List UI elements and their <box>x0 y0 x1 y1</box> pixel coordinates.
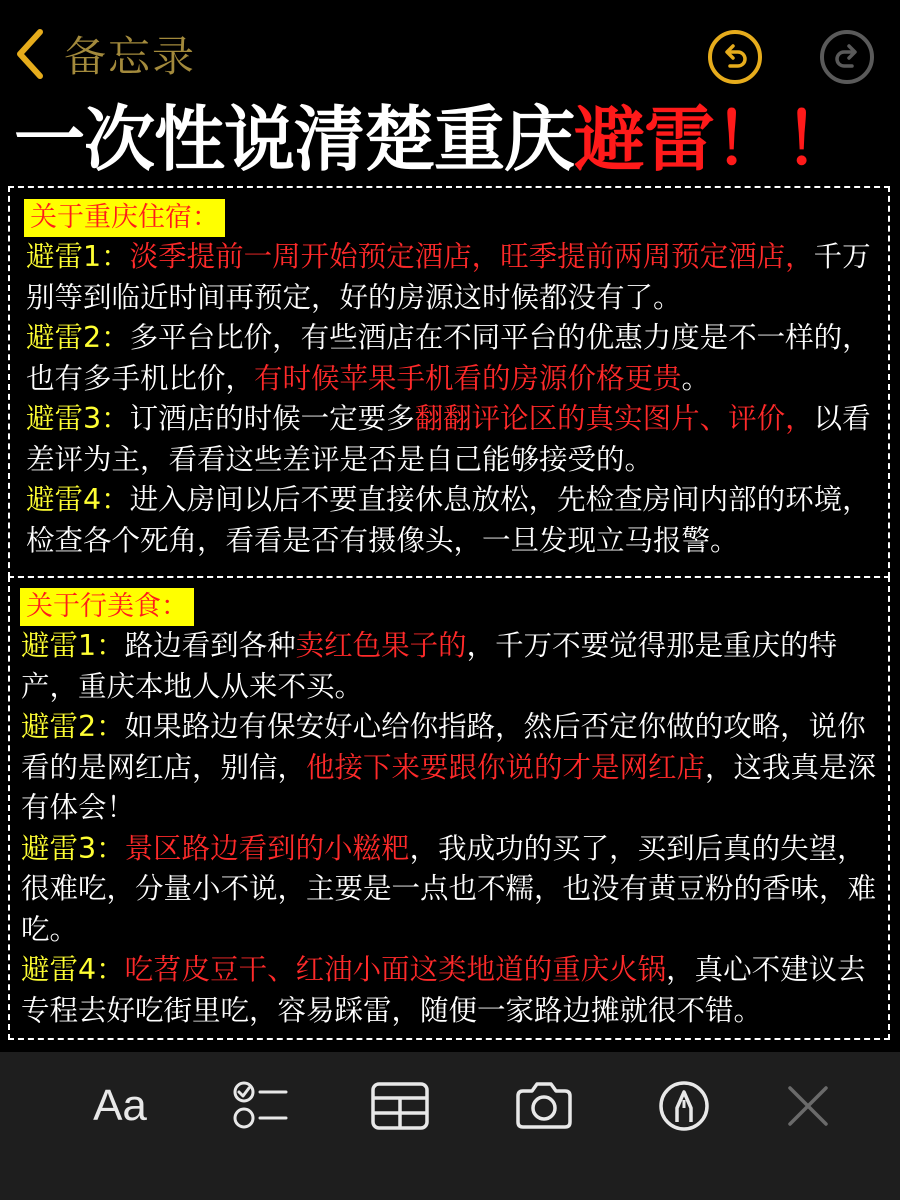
format-button[interactable] <box>80 1074 160 1138</box>
tip-text: ，我成功的买了，买到后真的失望，很难吃，分量小不说，主要是一点也不糯，也没有黄豆粉的香味，难吃。 <box>21 831 877 946</box>
tip-warning-text: 吃苕皮豆干、红油小面这类地道的重庆火锅 <box>124 953 667 986</box>
tip-warning-text: 景区路边看到的小糍粑 <box>124 831 410 865</box>
camera-icon <box>512 1078 576 1134</box>
checklist-icon <box>228 1078 292 1134</box>
back-button[interactable] <box>10 24 196 84</box>
tip-text: ，真心不建议去专程去好吃街里吃，容易踩雷，随便一家路边摊就很不错。 <box>21 953 866 1027</box>
undo-button[interactable] <box>708 30 762 84</box>
tip-warning-text: 有时候苹果手机看的房源价格更贵 <box>254 361 682 395</box>
close-icon <box>776 1078 840 1134</box>
tip-text: 以看差评为主，看看这些差评是否是自己能够接受的。 <box>26 402 871 476</box>
tip-text: 。 <box>681 361 711 395</box>
tip-item <box>21 626 882 707</box>
checklist-button[interactable] <box>220 1074 300 1138</box>
text-format-icon: Aa <box>93 1081 147 1130</box>
markup-button[interactable] <box>644 1074 724 1138</box>
markup-pen-icon <box>652 1078 716 1134</box>
section-heading: 关于行美食： <box>20 588 194 626</box>
tip-text: 如果路边有保安好心给你指路，然后否定你做的攻略，说你看的是网红店，别信， <box>21 710 866 784</box>
tip-label: 避雷1： <box>26 240 130 273</box>
tip-label: 避雷4： <box>21 953 125 986</box>
title-highlight: 避雷！！ <box>574 98 855 181</box>
tip-label: 避雷2： <box>21 710 125 743</box>
bottom-toolbar <box>0 1052 900 1200</box>
tip-item <box>26 399 882 480</box>
section-heading: 关于重庆住宿： <box>24 199 225 237</box>
table-button[interactable] <box>360 1074 440 1138</box>
nav-bar <box>0 0 900 100</box>
tip-text: ，千万不要觉得那是重庆的特产，重庆本地人从来不买。 <box>21 629 838 703</box>
tips-list <box>10 237 888 561</box>
tip-label: 避雷3： <box>26 402 130 435</box>
tip-warning-text: 卖红色果子的 <box>295 629 467 662</box>
tip-warning-text: 翻翻评论区的真实图片、评价， <box>414 402 814 435</box>
tip-text: 进入房间以后不要直接休息放松，先检查房间内部的环境，检查各个死角，看看是否有摄像头，一旦发现立马报警。 <box>26 483 871 557</box>
tip-warning-text: 他接下来要跟你说的才是网红店 <box>306 750 706 784</box>
close-button[interactable] <box>768 1074 848 1138</box>
tip-item <box>21 950 882 1031</box>
tip-warning-text: 淡季提前一周开始预定酒店，旺季提前两周预定酒店， <box>129 240 814 273</box>
title-main: 一次性说清楚重庆 <box>14 98 575 181</box>
tip-text: 多平台比价，有些酒店在不同平台的优惠力度是不一样的，也有多手机比价， <box>26 321 871 395</box>
tip-item <box>21 707 882 829</box>
tip-item <box>26 318 882 399</box>
tip-label: 避雷2： <box>26 321 130 354</box>
tip-item <box>26 237 882 318</box>
chevron-left-icon <box>10 26 50 82</box>
tip-text: 千万别等到临近时间再预定，好的房源这时候都没有了。 <box>26 240 871 314</box>
tip-label: 避雷1： <box>21 629 125 662</box>
tip-label: 避雷3： <box>21 831 125 865</box>
tips-list <box>10 626 888 1031</box>
table-icon <box>368 1078 432 1134</box>
back-label: 备忘录 <box>64 32 197 81</box>
section-food <box>8 576 890 1040</box>
note-title <box>14 98 894 182</box>
tip-text: 订酒店的时候一定要多 <box>129 402 415 435</box>
redo-icon <box>830 40 864 74</box>
tip-label: 避雷4： <box>26 483 130 516</box>
camera-button[interactable] <box>504 1074 584 1138</box>
tip-text: ，这我真是深有体会！ <box>21 750 877 824</box>
section-lodging <box>8 186 890 578</box>
undo-icon <box>718 40 752 74</box>
tip-item <box>26 480 882 561</box>
redo-button[interactable] <box>820 30 874 84</box>
tip-text: 路边看到各种 <box>124 629 296 662</box>
tip-item <box>21 829 882 951</box>
